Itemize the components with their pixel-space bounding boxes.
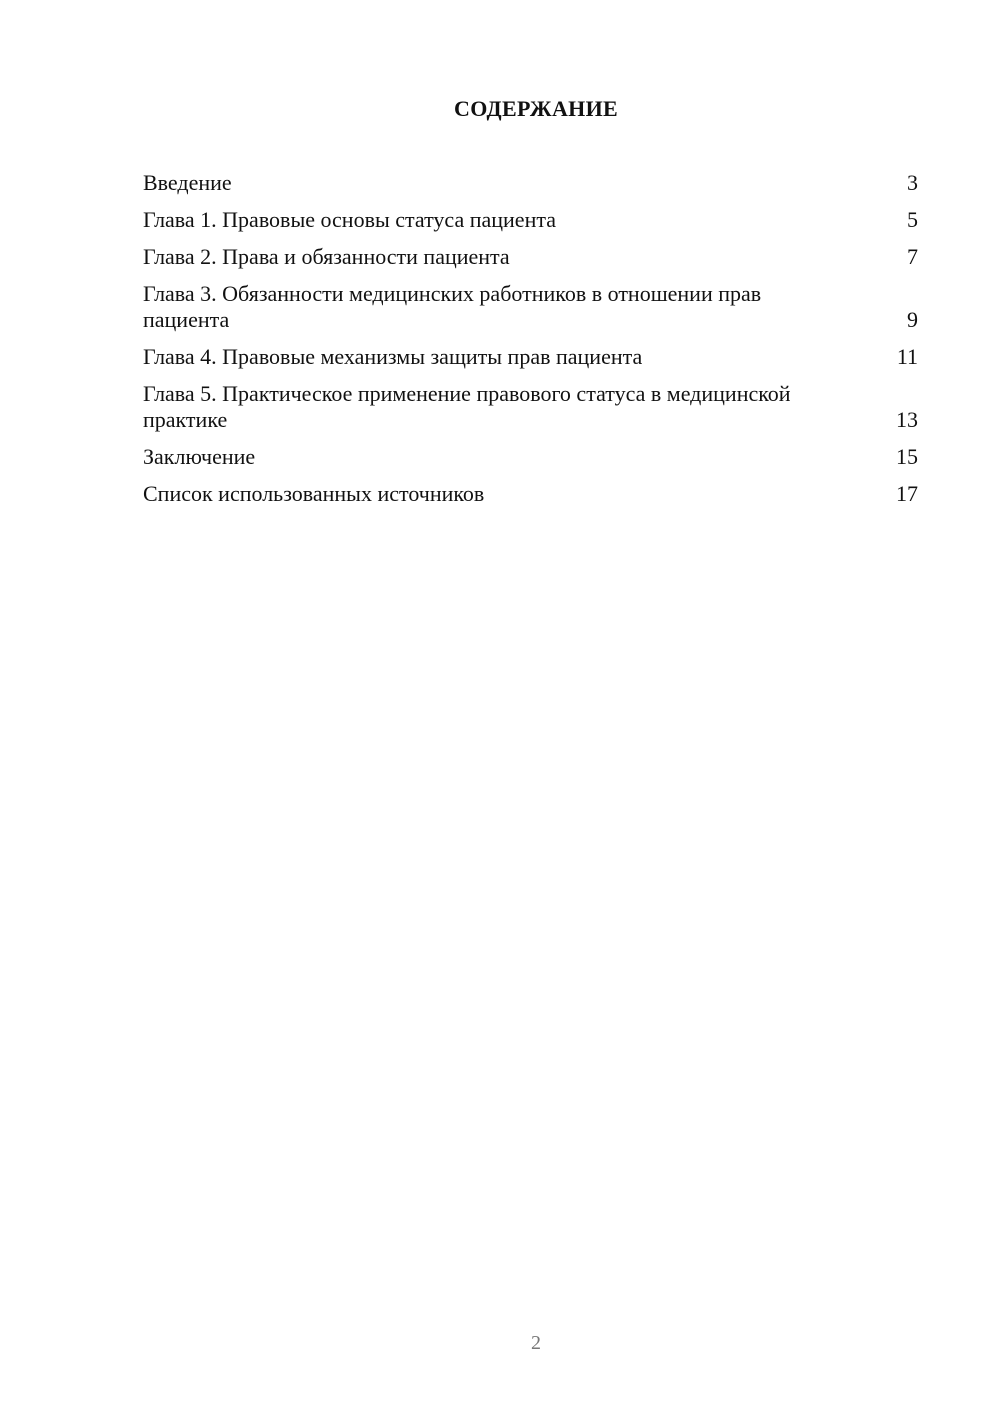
toc-entry-page: 5	[907, 207, 918, 232]
toc-entry-page: 11	[896, 344, 918, 369]
toc-entry-text: Глава 5. Практическое применение правового статуса в медицинской практике	[143, 381, 791, 432]
toc-entry-text: Глава 2. Права и обязанности пациента	[143, 244, 510, 269]
toc-entry-page: 9	[907, 307, 918, 332]
toc-entry-page: 13	[896, 407, 918, 432]
toc-entry-introduction[interactable]	[143, 170, 918, 196]
toc-title: СОДЕРЖАНИЕ	[454, 96, 618, 121]
toc-entry-chapter-3[interactable]	[143, 281, 918, 333]
toc-entry-chapter-4[interactable]	[143, 344, 918, 370]
toc-entry-page: 17	[896, 481, 918, 506]
toc-entry-chapter-2[interactable]	[143, 244, 918, 270]
toc-list	[143, 170, 918, 518]
toc-entry-text: Введение	[143, 170, 232, 195]
toc-entry-text: Глава 1. Правовые основы статуса пациента	[143, 207, 556, 232]
toc-entry-page: 7	[907, 244, 918, 269]
toc-entry-page: 3	[907, 170, 918, 195]
toc-entry-page: 15	[896, 444, 918, 469]
toc-entry-text: Глава 4. Правовые механизмы защиты прав пациента	[143, 344, 643, 369]
toc-entry-references[interactable]	[143, 481, 918, 507]
page-number: 2	[531, 1332, 541, 1354]
toc-entry-text: Глава 3. Обязанности медицинских работников в отношении прав пациента	[143, 281, 762, 332]
toc-entry-chapter-5[interactable]	[143, 381, 918, 433]
toc-entry-chapter-1[interactable]	[143, 207, 918, 233]
toc-entry-conclusion[interactable]	[143, 444, 918, 470]
toc-entry-text: Заключение	[143, 444, 256, 469]
toc-entry-text: Список использованных источников	[143, 481, 485, 506]
